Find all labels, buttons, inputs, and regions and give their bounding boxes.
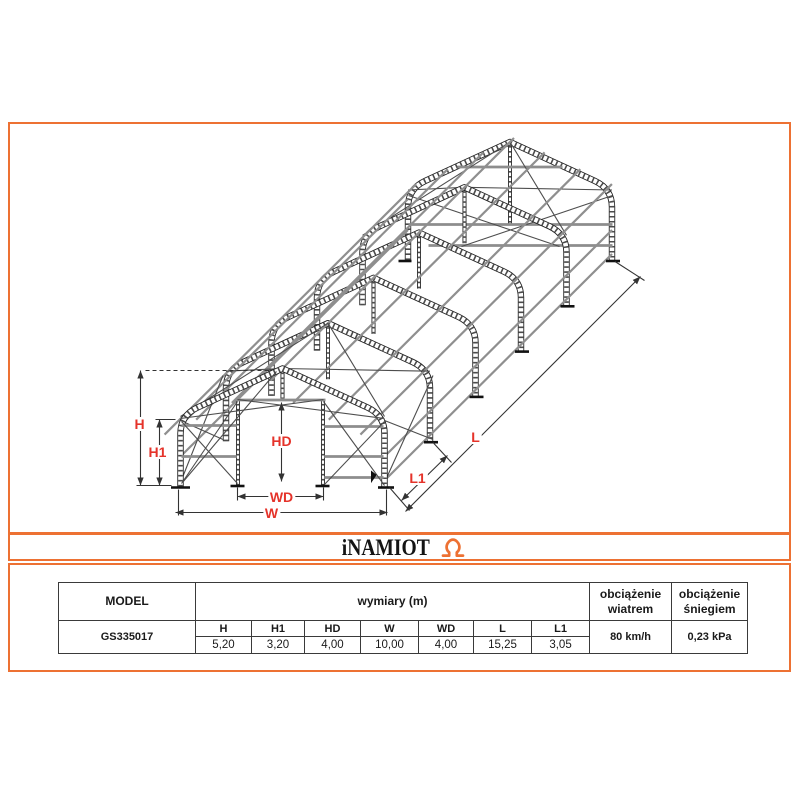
spec-table-panel [8, 563, 791, 672]
brand-bar [8, 533, 791, 561]
dim-label-hd: HD [271, 432, 292, 449]
dim-val-h: 5,20 [196, 637, 252, 654]
dim-col-h: H [196, 621, 252, 637]
brand-logo-text: iNAMIOT [341, 534, 430, 560]
dim-label-w: W [264, 504, 279, 521]
wind-load-value: 80 km/h [590, 621, 672, 654]
dim-val-wd: 4,00 [419, 637, 474, 654]
dim-col-l: L [474, 621, 532, 637]
dim-val-w: 10,00 [361, 637, 419, 654]
spec-table [58, 582, 748, 654]
drawing-panel [8, 122, 791, 534]
dimensions-header: wymiary (m) [196, 583, 590, 621]
structure-wireframe [165, 138, 620, 488]
dim-val-l: 15,25 [474, 637, 532, 654]
model-header: MODEL [59, 583, 196, 621]
dim-val-l1: 3,05 [532, 637, 590, 654]
hangar-wireframe-drawing [10, 124, 788, 531]
dim-label-l: L [471, 428, 480, 445]
dim-col-h1: H1 [252, 621, 305, 637]
tent-arch-icon [441, 537, 465, 558]
dim-col-hd: HD [305, 621, 361, 637]
dim-val-h1: 3,20 [252, 637, 305, 654]
dim-val-hd: 4,00 [305, 637, 361, 654]
dim-col-wd: WD [419, 621, 474, 637]
dim-label-h: H [134, 415, 145, 432]
dim-label-h1: H1 [148, 443, 167, 460]
dim-col-l1: L1 [532, 621, 590, 637]
snow-load-header: obciążenie śniegiem [672, 583, 748, 621]
snow-load-value: 0,23 kPa [672, 621, 748, 654]
model-value: GS335017 [59, 621, 196, 654]
dim-label-l1: L1 [409, 469, 426, 486]
dim-label-wd: WD [269, 488, 294, 505]
dim-col-w: W [361, 621, 419, 637]
wind-load-header: obciążenie wiatrem [590, 583, 672, 621]
